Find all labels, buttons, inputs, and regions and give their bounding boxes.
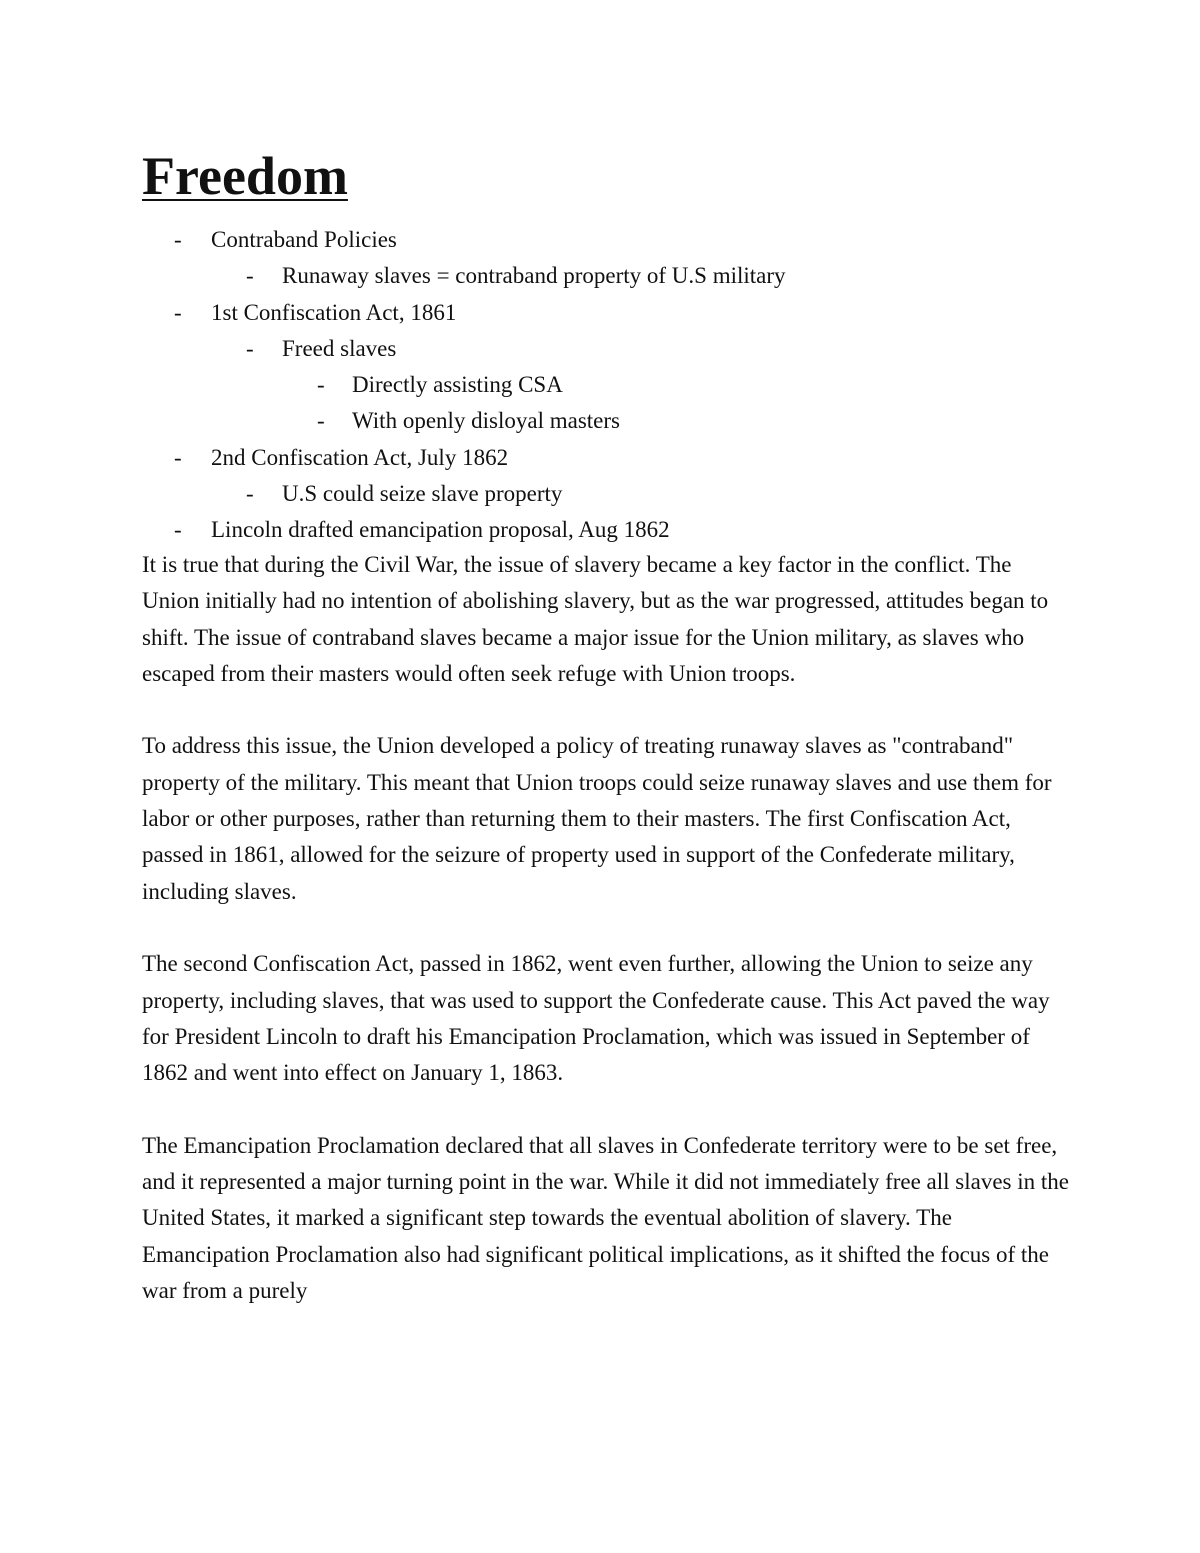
paragraph: To address this issue, the Union developed a policy of treating runaway slaves as "contraband" property of the military. This meant that Union troops could seize runaway slaves and use them for labor or other purposes, rather than returning them to their masters. The first Confiscation Act, passed in 1861, allowed for the seizure of property used in support of the Confederate military, including slaves. bbox=[142, 733, 1052, 904]
body-text bbox=[142, 547, 1072, 1346]
outline-item-text: Contraband Policies bbox=[211, 227, 397, 252]
outline-item-text: 1st Confiscation Act, 1861 bbox=[211, 299, 457, 325]
paragraph: It is true that during the Civil War, the issue of slavery became a key factor in the conflict. The Union initially had no intention of abolishing slavery, but as the war progressed, attitudes began to shift. The issue of contraband slaves became a major issue for the Union military, as slaves who escaped from their masters would often seek refuge with Union troops. bbox=[142, 552, 1049, 686]
outline-item bbox=[0, 440, 1200, 476]
outline-item-text: Runaway slaves = contraband property of U.S military bbox=[282, 263, 786, 289]
outline-item-text: Directly assisting CSA bbox=[352, 372, 563, 398]
outline-item bbox=[0, 476, 1200, 512]
outline-item-text: With openly disloyal masters bbox=[352, 408, 621, 434]
outline-item-text: Lincoln drafted emancipation proposal, Aug 1862 bbox=[211, 517, 670, 543]
outline-item bbox=[0, 222, 1200, 258]
bullet-dash: - bbox=[174, 517, 182, 543]
outline-item-text: Freed slaves bbox=[282, 335, 397, 361]
outline-item-text: U.S could seize slave property bbox=[282, 481, 563, 507]
page-title: Freedom bbox=[142, 146, 348, 206]
outline-item bbox=[0, 512, 1200, 548]
bullet-dash: - bbox=[174, 227, 182, 252]
outline-item bbox=[0, 258, 1200, 294]
outline-item bbox=[0, 295, 1200, 331]
outline-list bbox=[0, 222, 1200, 549]
bullet-dash: - bbox=[246, 263, 254, 289]
outline-item bbox=[0, 367, 1200, 403]
bullet-dash: - bbox=[174, 444, 182, 470]
bullet-dash: - bbox=[174, 299, 182, 325]
paragraph: The second Confiscation Act, passed in 1862, went even further, allowing the Union to seize any property, including slaves, that was used to support the Confederate cause. This Act paved the way for President Lincoln to draft his Emancipation Proclamation, which was issued in September of 1862 and went into effect on January 1, 1863. bbox=[142, 951, 1050, 1086]
paragraph: The Emancipation Proclamation declared that all slaves in Confederate territory were to be set free, and it represented a major turning point in the war. While it did not immediately free all slaves in the United States, it marked a significant step towards the eventual abolition of slavery. The Emancipation Proclamation also had significant political implications, as it shifted the focus of the war from a purely bbox=[142, 1132, 1069, 1303]
bullet-dash: - bbox=[317, 408, 325, 434]
outline-item bbox=[0, 331, 1200, 367]
outline-item-text: 2nd Confiscation Act, July 1862 bbox=[211, 444, 509, 470]
outline-item bbox=[0, 403, 1200, 439]
bullet-dash: - bbox=[246, 335, 254, 361]
bullet-dash: - bbox=[246, 481, 254, 507]
bullet-dash: - bbox=[317, 372, 325, 398]
